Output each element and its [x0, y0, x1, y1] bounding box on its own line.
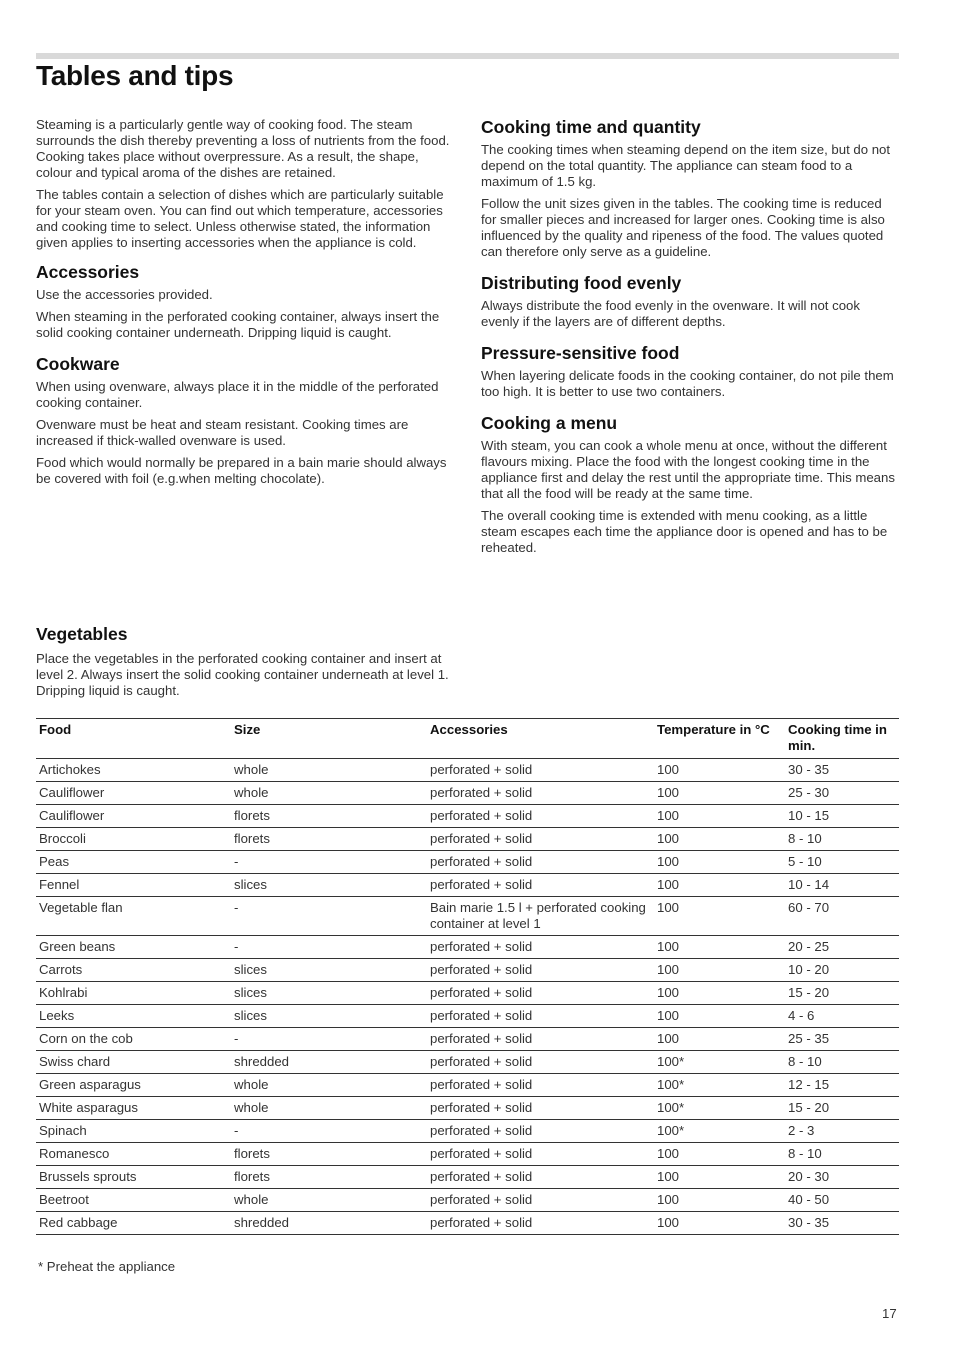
table-cell: - — [231, 1028, 427, 1051]
table-cell: 12 - 15 — [785, 1074, 899, 1097]
table-cell: 100 — [654, 1189, 785, 1212]
section-heading-vegetables: Vegetables — [36, 624, 128, 644]
table-cell: 100* — [654, 1097, 785, 1120]
section-heading-distributing: Distributing food evenly — [481, 273, 682, 293]
table-cell: 8 - 10 — [785, 828, 899, 851]
cookware-paragraph: Ovenware must be heat and steam resistant. Cooking times are increased if thick-walled ovenware is used. — [36, 417, 409, 448]
table-cell: 100 — [654, 959, 785, 982]
table-cell: perforated + solid — [427, 759, 654, 782]
table-cell: florets — [231, 828, 427, 851]
table-cell: 8 - 10 — [785, 1051, 899, 1074]
table-cell: whole — [231, 1097, 427, 1120]
table-cell: 100 — [654, 897, 785, 936]
section-heading-cookware: Cookware — [36, 354, 120, 374]
table-cell: perforated + solid — [427, 1166, 654, 1189]
table-cell: perforated + solid — [427, 1005, 654, 1028]
table-cell: 10 - 15 — [785, 805, 899, 828]
table-header-row — [36, 719, 899, 759]
cooking-time-paragraph: Follow the unit sizes given in the tables. The cooking time is reduced for smaller pieces and increased for larger ones. Cooking time is also influenced by the quality and ripeness of the food. The values quoted can therefore only serve as a guideline. — [481, 196, 885, 259]
table-cell: 100 — [654, 874, 785, 897]
table-cell: shredded — [231, 1212, 427, 1235]
table-cell: Broccoli — [36, 828, 231, 851]
table-cell: 100 — [654, 805, 785, 828]
table-cell: florets — [231, 805, 427, 828]
table-row — [36, 1212, 899, 1235]
table-cell: 100* — [654, 1074, 785, 1097]
table-cell: 60 - 70 — [785, 897, 899, 936]
table-cell: Brussels sprouts — [36, 1166, 231, 1189]
table-cell: perforated + solid — [427, 851, 654, 874]
table-cell: 10 - 14 — [785, 874, 899, 897]
table-cell: shredded — [231, 1051, 427, 1074]
table-cell: perforated + solid — [427, 1120, 654, 1143]
table-cell: whole — [231, 1189, 427, 1212]
table-row — [36, 851, 899, 874]
table-cell: Leeks — [36, 1005, 231, 1028]
table-cell: Vegetable flan — [36, 897, 231, 936]
page-number: 17 — [882, 1306, 897, 1321]
table-cell: perforated + solid — [427, 874, 654, 897]
top-rule — [36, 53, 899, 59]
table-cell: - — [231, 897, 427, 936]
intro-paragraph: The tables contain a selection of dishes which are particularly suitable for your steam oven. You can find out which temperature, accessories and cooking time to select. Unless otherwise stated, the information given applies to inserting accessories when the appliance is cold. — [36, 187, 444, 250]
table-row — [36, 1097, 899, 1120]
table-row — [36, 959, 899, 982]
table-row — [36, 1051, 899, 1074]
left-column — [36, 117, 454, 493]
vegetables-paragraph: Place the vegetables in the perforated cooking container and insert at level 2. Always insert the solid cooking container underneath at level 1. Dripping liquid is caught. — [36, 651, 449, 698]
table-cell: Cauliflower — [36, 805, 231, 828]
intro-paragraph: Steaming is a particularly gentle way of cooking food. The steam surrounds the dish thereby preventing a loss of nutrients from the food. Cooking takes place without overpressure. As a result, the shape, colour and typical aroma of the dishes are retained. — [36, 117, 450, 180]
table-cell: 20 - 25 — [785, 936, 899, 959]
table-cell: slices — [231, 959, 427, 982]
table-row — [36, 1005, 899, 1028]
table-cell: 15 - 20 — [785, 982, 899, 1005]
accessories-paragraph: When steaming in the perforated cooking container, always insert the solid cooking container underneath. Dripping liquid is caught. — [36, 309, 440, 340]
section-heading-accessories: Accessories — [36, 262, 140, 282]
table-cell: Artichokes — [36, 759, 231, 782]
cookware-paragraph: When using ovenware, always place it in the middle of the perforated cooking container. — [36, 379, 439, 410]
table-cell: 25 - 35 — [785, 1028, 899, 1051]
table-cell: 4 - 6 — [785, 1005, 899, 1028]
table-cell: perforated + solid — [427, 959, 654, 982]
section-heading-menu: Cooking a menu — [481, 413, 618, 433]
column-header: Size — [231, 719, 427, 759]
table-cell: florets — [231, 1166, 427, 1189]
table-cell: Carrots — [36, 959, 231, 982]
footnote: * Preheat the appliance — [38, 1259, 176, 1274]
table-cell: perforated + solid — [427, 828, 654, 851]
table-row — [36, 1028, 899, 1051]
table-cell: 100 — [654, 759, 785, 782]
table-cell: 100 — [654, 828, 785, 851]
table-row — [36, 897, 899, 936]
column-header: Accessories — [427, 719, 654, 759]
table-row — [36, 805, 899, 828]
section-heading-cooking-time: Cooking time and quantity — [481, 117, 701, 137]
table-row — [36, 1074, 899, 1097]
table-cell: 30 - 35 — [785, 759, 899, 782]
table-cell: perforated + solid — [427, 1189, 654, 1212]
column-header: Food — [36, 719, 231, 759]
table-cell: perforated + solid — [427, 1051, 654, 1074]
menu-paragraph: The overall cooking time is extended with menu cooking, as a little steam escapes each time the appliance door is opened and has to be reheated. — [481, 508, 888, 555]
table-cell: florets — [231, 1143, 427, 1166]
accessories-paragraph: Use the accessories provided. — [36, 287, 213, 302]
table-cell: Green asparagus — [36, 1074, 231, 1097]
table-row — [36, 1166, 899, 1189]
cookware-paragraph: Food which would normally be prepared in a bain marie should always be covered with foil (e.g.when melting chocolate). — [36, 455, 447, 486]
table-cell: 100* — [654, 1051, 785, 1074]
table-cell: Kohlrabi — [36, 982, 231, 1005]
table-cell: - — [231, 936, 427, 959]
table-row — [36, 759, 899, 782]
table-cell: perforated + solid — [427, 936, 654, 959]
table-row — [36, 1143, 899, 1166]
table-cell: whole — [231, 759, 427, 782]
table-cell: perforated + solid — [427, 982, 654, 1005]
vegetables-table — [36, 718, 899, 1235]
table-row — [36, 828, 899, 851]
table-row — [36, 1120, 899, 1143]
table-cell: perforated + solid — [427, 1097, 654, 1120]
table-cell: 8 - 10 — [785, 1143, 899, 1166]
column-header: Cooking time in min. — [785, 719, 899, 759]
table-cell: Bain marie 1.5 l + perforated cooking container at level 1 — [427, 897, 654, 936]
table-cell: slices — [231, 874, 427, 897]
table-cell: perforated + solid — [427, 1143, 654, 1166]
table-cell: 100 — [654, 1143, 785, 1166]
table-cell: perforated + solid — [427, 1074, 654, 1097]
table-cell: White asparagus — [36, 1097, 231, 1120]
table-cell: Red cabbage — [36, 1212, 231, 1235]
table-cell: 100 — [654, 1005, 785, 1028]
table-cell: 100 — [654, 1028, 785, 1051]
table-cell: slices — [231, 982, 427, 1005]
table-cell: 2 - 3 — [785, 1120, 899, 1143]
table-cell: 100 — [654, 982, 785, 1005]
table-cell: whole — [231, 1074, 427, 1097]
table-cell: 10 - 20 — [785, 959, 899, 982]
table-cell: 100 — [654, 851, 785, 874]
table-cell: 5 - 10 — [785, 851, 899, 874]
table-cell: perforated + solid — [427, 805, 654, 828]
table-cell: 100 — [654, 1166, 785, 1189]
table-cell: Swiss chard — [36, 1051, 231, 1074]
right-column — [481, 116, 899, 562]
table-cell: 20 - 30 — [785, 1166, 899, 1189]
table-row — [36, 936, 899, 959]
table-cell: Fennel — [36, 874, 231, 897]
table-row — [36, 1189, 899, 1212]
cooking-time-paragraph: The cooking times when steaming depend on the item size, but do not depend on the total quantity. The appliance can steam food to a maximum of 1.5 kg. — [481, 142, 891, 189]
table-cell: - — [231, 1120, 427, 1143]
table-row — [36, 782, 899, 805]
table-cell: Beetroot — [36, 1189, 231, 1212]
table-cell: slices — [231, 1005, 427, 1028]
table-cell: Corn on the cob — [36, 1028, 231, 1051]
table-cell: 100* — [654, 1120, 785, 1143]
table-cell: perforated + solid — [427, 782, 654, 805]
column-header: Temperature in °C — [654, 719, 785, 759]
pressure-paragraph: When layering delicate foods in the cooking container, do not pile them too high. It is better to use two containers. — [481, 368, 894, 399]
table-cell: perforated + solid — [427, 1212, 654, 1235]
table-cell: 100 — [654, 782, 785, 805]
table-cell: perforated + solid — [427, 1028, 654, 1051]
table-cell: 40 - 50 — [785, 1189, 899, 1212]
table-cell: 100 — [654, 1212, 785, 1235]
table-cell: Spinach — [36, 1120, 231, 1143]
table-cell: Cauliflower — [36, 782, 231, 805]
vegetables-section — [36, 623, 454, 699]
table-cell: - — [231, 851, 427, 874]
table-cell: 30 - 35 — [785, 1212, 899, 1235]
table-row — [36, 874, 899, 897]
table-cell: whole — [231, 782, 427, 805]
distributing-paragraph: Always distribute the food evenly in the ovenware. It will not cook evenly if the layers are of different depths. — [481, 298, 860, 329]
table-cell: Peas — [36, 851, 231, 874]
menu-paragraph: With steam, you can cook a whole menu at once, without the different flavours mixing. Place the food with the longest cooking time in the appliance first and delay the rest until the appropriate time. This means that all the food will be ready at the same time. — [481, 438, 895, 501]
table-row — [36, 982, 899, 1005]
page-title: Tables and tips — [36, 60, 234, 91]
table-cell: 100 — [654, 936, 785, 959]
table-cell: Green beans — [36, 936, 231, 959]
table-body — [36, 759, 899, 1235]
table-cell: Romanesco — [36, 1143, 231, 1166]
table-cell: 15 - 20 — [785, 1097, 899, 1120]
section-heading-pressure: Pressure-sensitive food — [481, 343, 680, 363]
table-cell: 25 - 30 — [785, 782, 899, 805]
